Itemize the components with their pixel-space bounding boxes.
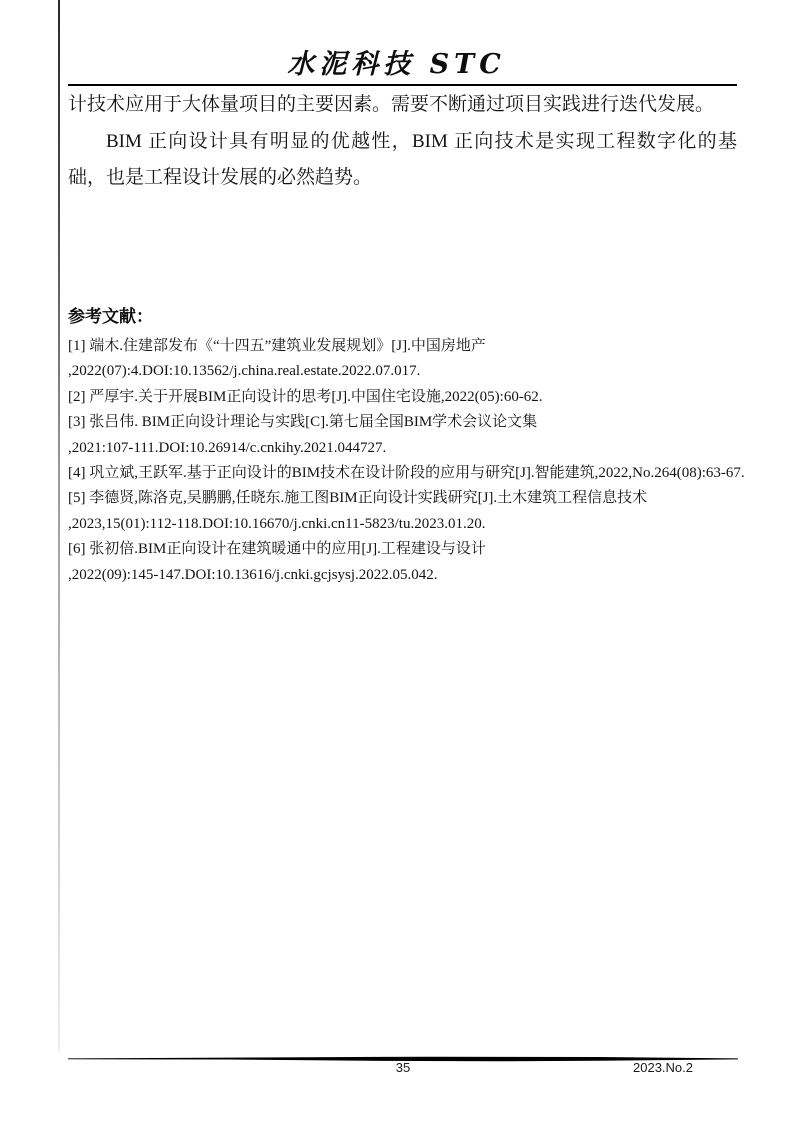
journal-title: 水泥科技 STC [287, 49, 506, 80]
body-paragraph-continuation: 计技术应用于大体量项目的主要因素。需要不断通过项目实践进行迭代发展。 [68, 94, 715, 115]
reference-line: [2] 严厚宇.关于开展BIM正向设计的思考[J].中国住宅设施,2022(05):60-62. [68, 388, 543, 405]
reference-line: [5] 李德贤,陈洛克,吴鹏鹏,任晓东.施工图BIM正向设计实践研究[J].土木建筑工程信息技术 [68, 490, 648, 507]
reference-line: ,2021:107-111.DOI:10.26914/c.cnkihy.2021.044727. [68, 439, 387, 456]
reference-line: [3] 张吕伟. BIM正向设计理论与实践[C].第七届全国BIM学术会议论文集 [68, 414, 538, 431]
footer-rule [68, 1050, 738, 1057]
page-number: 35 [395, 1060, 411, 1075]
reference-line: ,2023,15(01):112-118.DOI:10.16670/j.cnki.cn11-5823/tu.2023.01.20. [68, 515, 486, 532]
article-body [68, 87, 737, 197]
reference-line: [6] 张初倍.BIM正向设计在建筑暖通中的应用[J].工程建设与设计 [68, 541, 486, 558]
header-rule [68, 84, 737, 86]
body-paragraph: BIM 正向设计具有明显的优越性，BIM 正向技术是实现工程数字化的基础，也是工程设计发展的必然趋势。 [68, 130, 737, 188]
reference-line: ,2022(07):4.DOI:10.13562/j.china.real.estate.2022.07.017. [68, 363, 421, 380]
references-heading: 参考文献： [68, 307, 153, 326]
scan-artifact-line [58, 0, 60, 1052]
reference-line: ,2022(09):145-147.DOI:10.13616/j.cnki.gcjsysj.2022.05.042. [68, 566, 438, 583]
reference-line: [1] 端木.住建部发布《“十四五”建筑业发展规划》[J].中国房地产 [68, 338, 486, 354]
issue-number: 2023.No.2 [633, 1060, 693, 1075]
references-list [68, 334, 748, 588]
reference-line: [4] 巩立斌,王跃军.基于正向设计的BIM技术在设计阶段的应用与研究[J].智能建筑,2022,No.264(08):63-67. [68, 465, 745, 482]
references-section [68, 306, 748, 588]
